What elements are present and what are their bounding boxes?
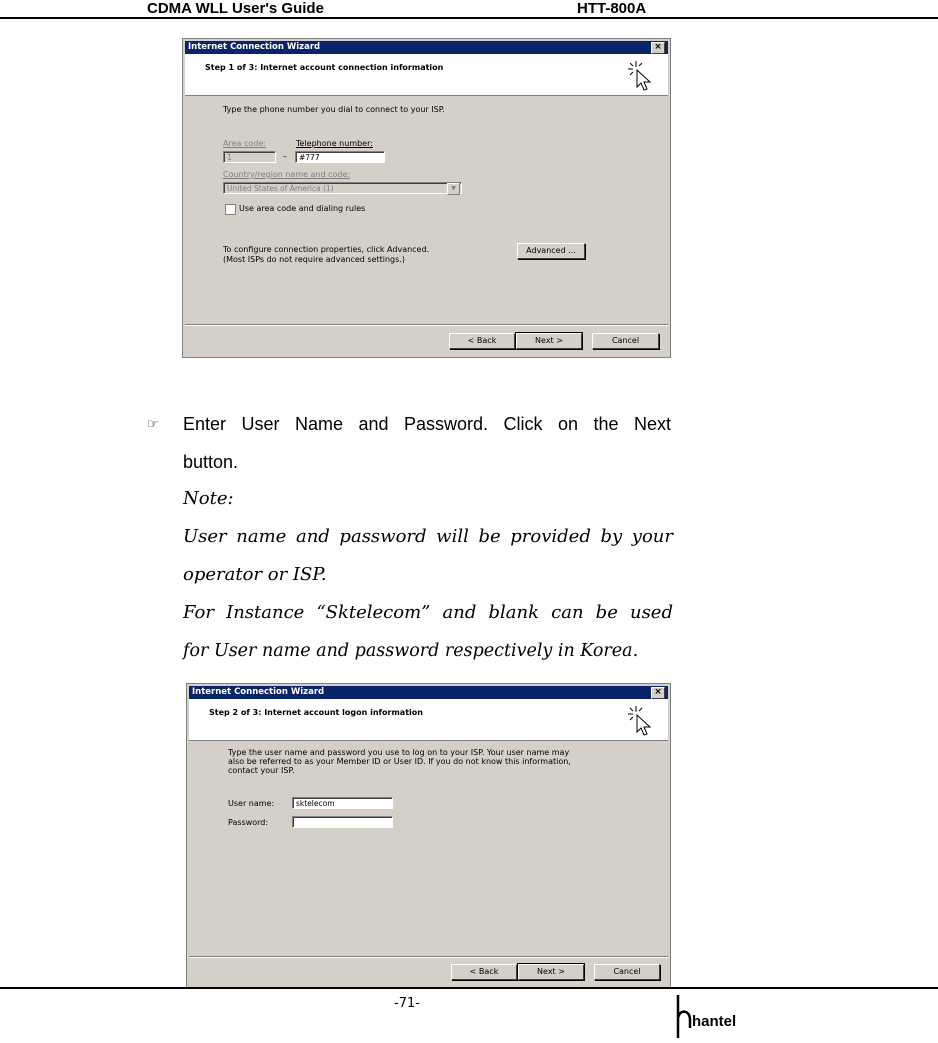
- close-button[interactable]: ×: [651, 687, 665, 699]
- cancel-button[interactable]: Cancel: [592, 333, 659, 349]
- wizard-title: Internet Connection Wizard: [188, 42, 321, 52]
- logon-instruction-1: Type the user name and password you use to log on to your ISP. Your user name may: [228, 748, 570, 757]
- page-number: -71-: [394, 996, 420, 1011]
- instruction-line-2: button.: [183, 452, 239, 472]
- next-button[interactable]: Next >: [516, 333, 582, 349]
- telephone-input[interactable]: #777: [295, 151, 385, 163]
- header-rule: [0, 17, 938, 19]
- wizard-title: Internet Connection Wizard: [192, 687, 325, 697]
- wizard-banner: [185, 54, 668, 96]
- advanced-button[interactable]: Advanced ...: [517, 243, 585, 259]
- area-code-label: Area code:: [223, 139, 266, 148]
- country-label: Country/region name and code:: [223, 170, 351, 179]
- document-title: CDMA WLL User's Guide: [147, 0, 324, 17]
- button-separator: [185, 324, 668, 326]
- model-name: HTT-800A: [577, 0, 647, 17]
- dial-instruction: Type the phone number you dial to connect to your ISP.: [223, 105, 445, 114]
- wizard-titlebar: [185, 41, 668, 54]
- wizard-banner: [189, 699, 668, 741]
- advanced-text-1: To configure connection properties, click Advanced.: [223, 245, 430, 254]
- note-line-4: for User name and password respectively in Korea.: [183, 641, 639, 661]
- next-button[interactable]: Next >: [518, 964, 584, 980]
- dash-separator: –: [283, 152, 287, 161]
- use-area-code-checkbox[interactable]: [225, 204, 236, 215]
- step-heading: Step 1 of 3: Internet account connection information: [205, 63, 444, 72]
- back-button[interactable]: < Back: [451, 964, 517, 980]
- instruction-line-1: Enter User Name and Password. Click on the Next: [183, 414, 671, 434]
- wizard-dialog-step2: [186, 683, 671, 988]
- wizard-cursor-icon: [624, 58, 658, 92]
- use-area-code-label: Use area code and dialing rules: [239, 204, 366, 213]
- telephone-label: Telephone number:: [296, 139, 373, 148]
- wizard-titlebar: [189, 686, 668, 699]
- back-button[interactable]: < Back: [449, 333, 515, 349]
- hantel-logo: [674, 990, 744, 1040]
- dropdown-arrow-icon[interactable]: ▼: [447, 183, 460, 195]
- button-separator: [189, 956, 668, 958]
- logon-instruction-3: contact your ISP.: [228, 766, 295, 775]
- step-heading: Step 2 of 3: Internet account logon information: [209, 708, 423, 717]
- note-line-1: User name and password will be provided by your: [183, 526, 673, 547]
- logon-instruction-2: also be referred to as your Member ID or User ID. If you do not know this information,: [228, 757, 571, 766]
- note-line-2: operator or ISP.: [183, 564, 327, 585]
- password-input[interactable]: [292, 816, 393, 828]
- close-button[interactable]: ×: [651, 42, 665, 54]
- note-label: Note:: [183, 488, 234, 509]
- cancel-button[interactable]: Cancel: [594, 964, 660, 980]
- pointing-hand-icon: ☞: [147, 417, 159, 432]
- logo-text: hantel: [692, 1013, 737, 1030]
- password-label: Password:: [228, 818, 269, 827]
- area-code-input[interactable]: 1: [223, 151, 276, 163]
- advanced-text-2: (Most ISPs do not require advanced settings.): [223, 255, 405, 264]
- country-select[interactable]: [223, 182, 462, 194]
- username-label: User name:: [228, 799, 275, 808]
- note-line-3: For Instance “Sktelecom” and blank can be used: [183, 602, 673, 623]
- wizard-cursor-icon: [624, 703, 658, 737]
- footer-rule: [0, 987, 938, 989]
- username-input[interactable]: sktelecom: [292, 797, 393, 809]
- country-value: United States of America (1): [227, 184, 334, 193]
- wizard-dialog-step1: [182, 38, 671, 358]
